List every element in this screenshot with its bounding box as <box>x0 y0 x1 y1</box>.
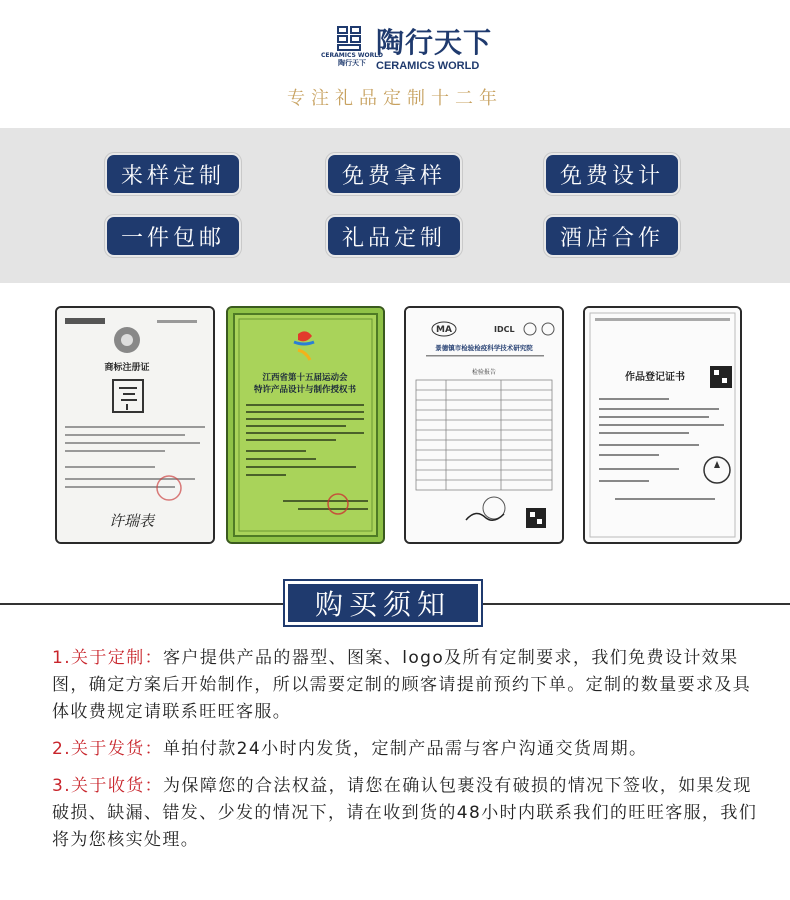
certificate-sports-authorization[interactable] <box>226 306 385 544</box>
purchase-notes <box>52 645 762 864</box>
note-text: 客户提供产品的器型、图案、logo及所有定制要求，我们免费设计效果图，确定方案后开始制作，所以需要定制的顾客请提前预约下单。定制的数量要求及具体收费规定请联系旺旺客服。 <box>52 648 752 722</box>
logo-english-name: CERAMICS WORLD <box>376 60 480 72</box>
note-text: 单拍付款24小时内发货，定制产品需与客户沟通交货周期。 <box>163 739 648 759</box>
trademark-signature: 许瑞表 <box>109 512 155 530</box>
note-receiving <box>52 773 762 854</box>
certificate-work-registration[interactable] <box>583 306 742 544</box>
inspection-report-title: 检验报告 <box>471 369 497 376</box>
service-button-free-sample[interactable]: 免费拿样 <box>326 153 462 195</box>
svg-text:MA: MA <box>436 325 452 335</box>
certificate-trademark[interactable] <box>55 306 215 544</box>
registration-cert-title: 作品登记证书 <box>625 372 685 383</box>
slogan: 专注礼品定制十二年 <box>287 88 503 109</box>
service-button-free-design[interactable]: 免费设计 <box>544 153 680 195</box>
trademark-cert-title: 商标注册证 <box>104 363 150 373</box>
note-shipping <box>52 736 762 763</box>
note-label: 1.关于定制： <box>52 648 164 668</box>
inspection-org-name: 景德镇市检验检疫科学技术研究院 <box>435 344 533 352</box>
logo-text <box>376 26 492 72</box>
brand-logo[interactable] <box>320 26 493 72</box>
services-band <box>0 128 790 283</box>
authorization-title-line2: 特许产品设计与制作授权书 <box>253 385 357 395</box>
note-label: 2.关于发货： <box>52 739 164 759</box>
certificate-inspection-report[interactable] <box>404 306 564 544</box>
work-registration-image <box>585 308 740 542</box>
header <box>0 0 790 128</box>
svg-text:IDCL: IDCL <box>494 325 515 334</box>
service-button-free-shipping[interactable]: 一件包邮 <box>105 215 241 257</box>
service-button-hotel-cooperation[interactable]: 酒店合作 <box>544 215 680 257</box>
purchase-notice-title: 购买须知 <box>285 581 481 625</box>
logo-chinese-name: 陶行天下 <box>376 26 493 59</box>
note-customization <box>52 645 762 726</box>
logo-mark-cn: 陶行天下 <box>338 59 366 67</box>
note-label: 3.关于收货： <box>52 776 164 796</box>
logo-glyph-icon <box>337 26 367 52</box>
logo-mark <box>320 26 384 70</box>
inspection-report-image <box>406 308 562 542</box>
note-text: 为保障您的合法权益，请您在确认包裹没有破损的情况下签收，如果发现破损、缺漏、错发、少发的情况下，请在收到货的48小时内联系我们的旺旺客服，我们将为您核实处理。 <box>52 776 758 850</box>
logo-mark-en: CERAMICS WORLD <box>320 52 384 59</box>
service-button-gift-custom[interactable]: 礼品定制 <box>326 215 462 257</box>
authorization-title-line1: 江西省第十五届运动会 <box>262 373 348 383</box>
authorization-certificate-image <box>228 308 383 542</box>
service-button-sample-custom[interactable]: 来样定制 <box>105 153 241 195</box>
trademark-certificate-image <box>57 308 213 542</box>
